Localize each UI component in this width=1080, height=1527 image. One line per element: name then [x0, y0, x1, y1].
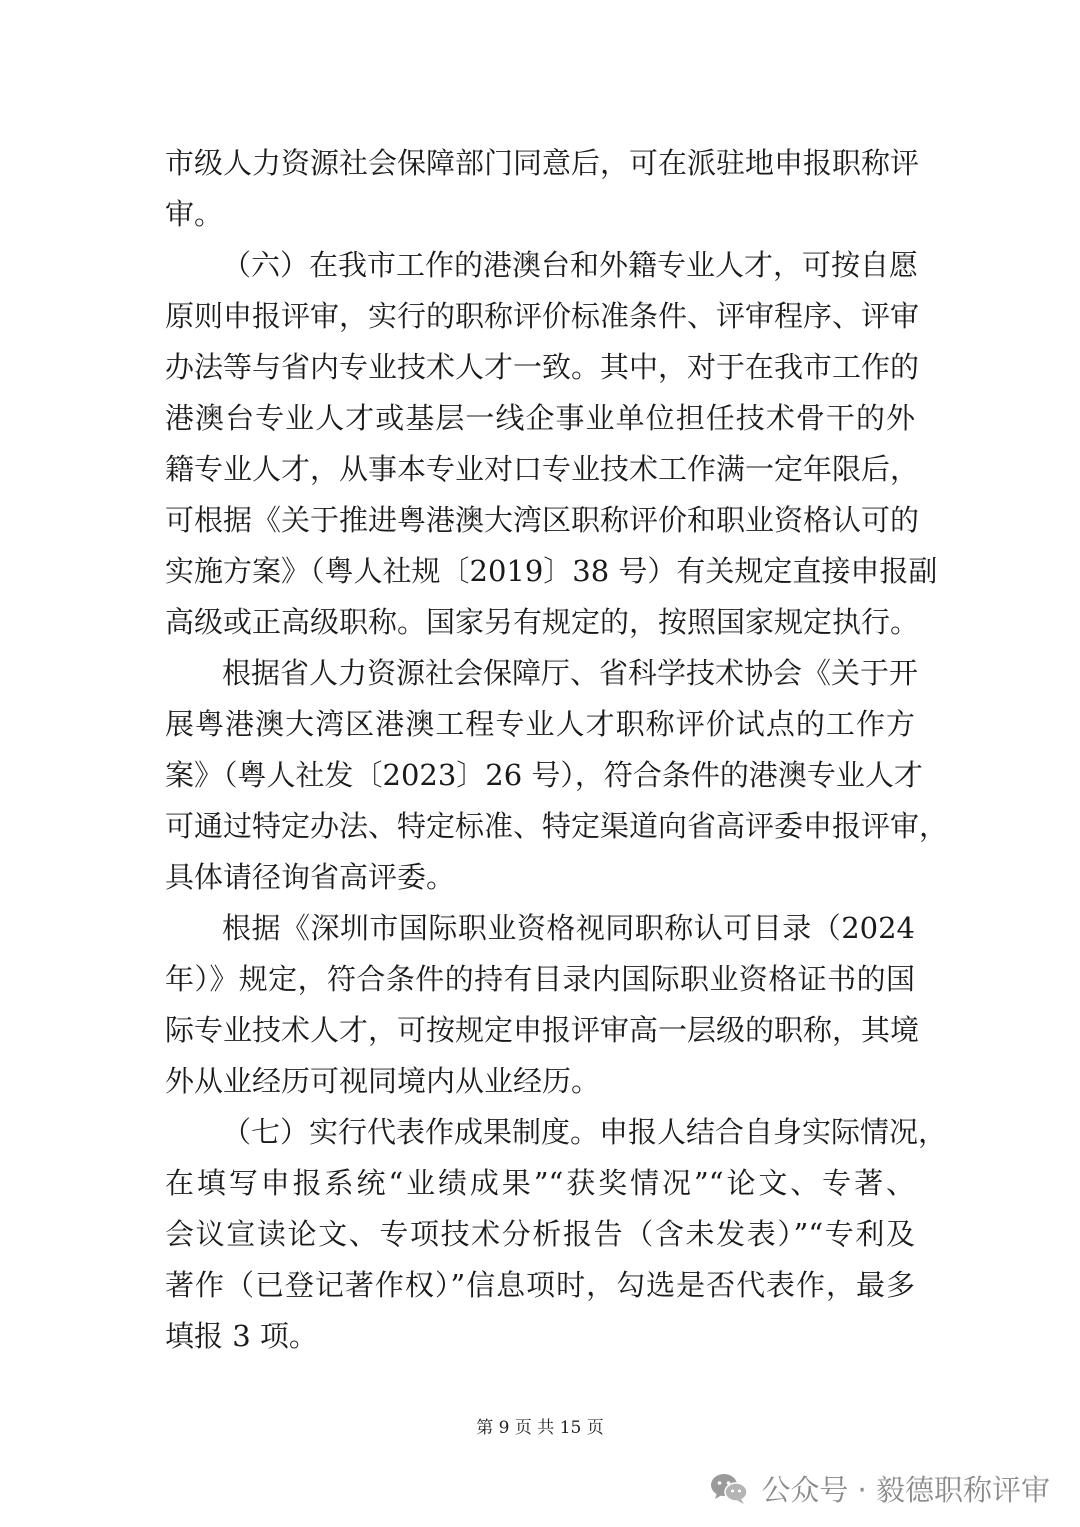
paragraph-line: 实施方案》（粤人社规〔2019〕38 号）有关规定直接申报副 [165, 554, 938, 588]
paragraph-line: 年）》规定，符合条件的持有目录内国际职业资格证书的国 [165, 962, 915, 996]
watermark-text: 公众号 · 毅德职称评审 [761, 1472, 1050, 1507]
paragraph-line: 可根据《关于推进粤港澳大湾区职称评价和职业资格认可的 [165, 503, 920, 537]
paragraph-line: 可通过特定办法、特定标准、特定渠道向省高评委申报评审， [165, 809, 949, 843]
paragraph-line: （七）实行代表作成果制度。申报人结合自身实际情况， [222, 1115, 948, 1149]
paragraph-line: 外从业经历可视同境内从业经历。 [165, 1064, 601, 1098]
page-number-footer: 第 9 页 共 15 页 [476, 1418, 604, 1438]
paragraph-line: 展粤港澳大湾区港澳工程专业人才职称评价试点的工作方 [165, 707, 915, 741]
paragraph-line: 高级或正高级职称。国家另有规定的，按照国家规定执行。 [165, 605, 920, 639]
paragraph-line: 审。 [165, 197, 224, 231]
paragraph-line: 际专业技术人才，可按规定申报评审高一层级的职称，其境 [165, 1013, 920, 1047]
paragraph-line: 具体请径询省高评委。 [165, 860, 456, 894]
paragraph-line: 在填写申报系统“业绩成果”“获奖情况”“论文、专著、 [165, 1166, 915, 1200]
paragraph-line: 根据省人力资源社会保障厅、省科学技术协会《关于开 [222, 656, 919, 690]
wechat-watermark [709, 1466, 1050, 1510]
paragraph-line: 著作（已登记著作权）”信息项时，勾选是否代表作，最多 [165, 1268, 915, 1302]
paragraph-line: 市级人力资源社会保障部门同意后，可在派驻地申报职称评 [165, 146, 920, 180]
paragraph-line: 籍专业人才，从事本专业对口专业技术工作满一定年限后， [165, 452, 920, 486]
wechat-icon [709, 1471, 749, 1505]
paragraph-line: 原则申报评审，实行的职称评价标准条件、评审程序、评审 [165, 299, 920, 333]
paragraph-line: 会议宣读论文、专项技术分析报告（含未发表）”“专利及 [165, 1217, 915, 1251]
paragraph-line: （六）在我市工作的港澳台和外籍专业人才，可按自愿 [222, 248, 919, 282]
paragraph-line: 根据《深圳市国际职业资格视同职称认可目录（2024 [222, 911, 915, 945]
paragraph-line: 办法等与省内专业技术人才一致。其中，对于在我市工作的 [165, 350, 920, 384]
paragraph-line: 填报 3 项。 [165, 1319, 318, 1353]
paragraph-line: 港澳台专业人才或基层一线企事业单位担任技术骨干的外 [165, 401, 915, 435]
paragraph-line: 案》（粤人社发〔2023〕26 号），符合条件的港澳专业人才 [165, 758, 923, 792]
